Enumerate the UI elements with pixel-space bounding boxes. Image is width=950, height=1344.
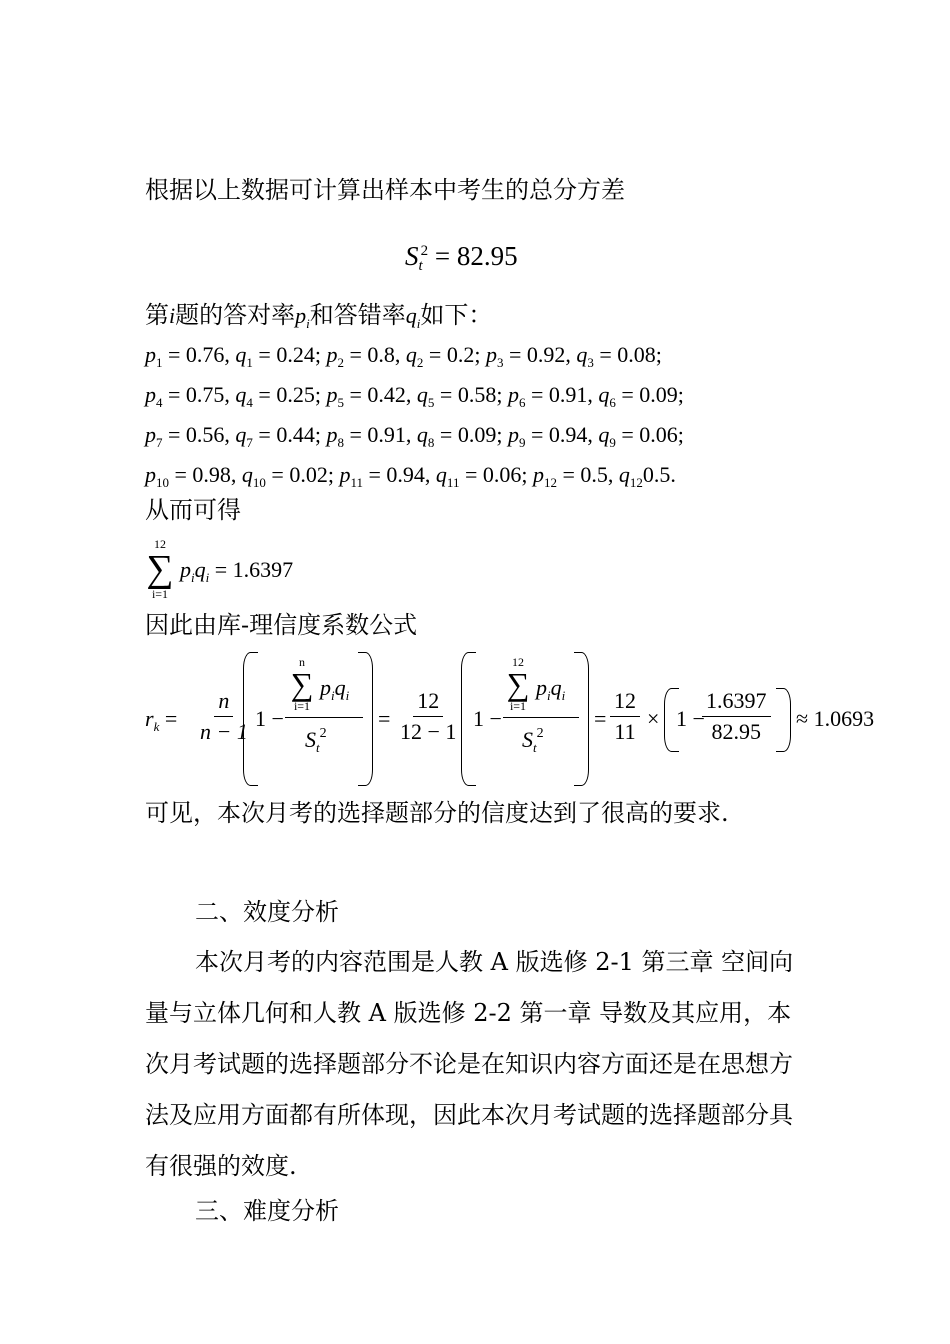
rate-index: 5 — [337, 395, 344, 410]
st-sub: t — [533, 740, 537, 755]
rate-index: 7 — [246, 435, 253, 450]
p-value: 0.94 — [548, 422, 588, 447]
st-sup: 2 — [536, 726, 544, 741]
rate-intro-text: 如下： — [420, 301, 493, 329]
rate-index: 9 — [609, 435, 616, 450]
sum-expr-p: p — [180, 557, 191, 582]
st-s: S — [522, 727, 533, 752]
right-paren — [358, 652, 373, 786]
frac-den: 12 − 1 — [400, 719, 457, 744]
rate-row: $p_7 = 0.56$, $q_7 = 0.44$; $p_8 = 0.91$, $q_8 = 0.09$; $p_9 = 0.94$, $q_9 = 0.06$; — [145, 422, 684, 450]
q-value: 0.5 — [642, 462, 671, 487]
equals-sign: = — [378, 706, 391, 731]
pq-q: q — [334, 675, 346, 700]
rate-intro — [145, 300, 492, 339]
times-sign: × — [647, 706, 660, 731]
sum-upper-limit: 12 — [154, 537, 166, 551]
pq-p: p — [320, 675, 331, 700]
pq-sub: i — [331, 688, 335, 703]
section3-heading: 三、难度分析 — [195, 1197, 339, 1225]
p-value: 0.5 — [580, 462, 608, 487]
frac-n-minus-1: n − 1 — [200, 719, 248, 744]
rate-index: 1 — [246, 355, 253, 370]
q-value: 0.25 — [276, 382, 315, 407]
pq-p: p — [536, 675, 547, 700]
sum-lower-limit: i=1 — [151, 587, 169, 601]
sum-value: = 1.6397 — [214, 557, 294, 582]
rate-index: 12 — [629, 475, 643, 490]
pq-term — [320, 675, 349, 704]
section2-body: 本次月考的内容范围是人教 A 版选修 2-1 第三章 空间向量与立体几何和人教 A 版选修 2-2 第一章 导数及其应用，本次月考试题的选择题部分不论是在知识内容方面还是在思想方法及应用方面都有所体现，因此本次月考试题的选择题部分具有很强的效度. — [145, 948, 794, 1180]
p-value: 0.92 — [526, 342, 566, 367]
pq-sub: i — [345, 688, 350, 703]
st-sup: 2 — [319, 726, 327, 741]
frac-den: 82.95 — [711, 719, 761, 744]
sum-expression — [180, 555, 293, 593]
sum-upper-limit: n — [299, 655, 305, 669]
variance-value: = 82.95 — [434, 241, 518, 271]
rate-intro-text: 题的答对率 — [175, 301, 296, 329]
p-value: 0.98 — [192, 462, 231, 487]
kr-intro: 因此由库-理信度系数公式 — [145, 611, 418, 639]
right-paren — [776, 688, 791, 752]
q-value: 0.06 — [639, 422, 678, 447]
one-minus: 1 − — [255, 706, 284, 731]
st-squared — [305, 726, 327, 756]
rate-index: 5 — [427, 395, 435, 410]
rate-intro-text: 第 — [145, 301, 169, 329]
frac-num: 12 — [413, 688, 443, 717]
q-value: 0.08 — [617, 342, 656, 367]
rate-index: 7 — [156, 435, 163, 450]
sum-expr-q: q — [194, 557, 206, 582]
fraction-bar — [285, 717, 363, 718]
rate-intro-text: 和答错率 — [309, 301, 406, 329]
frac-n: n — [218, 688, 230, 713]
p-value: 0.75 — [185, 382, 225, 407]
rate-index: 10 — [156, 475, 169, 490]
rate-index: 9 — [518, 435, 526, 450]
st-sub: t — [316, 740, 320, 755]
rate-index: 12 — [544, 475, 557, 490]
q-value: 0.58 — [457, 382, 497, 407]
rate-index: 8 — [337, 435, 344, 450]
value-fraction — [702, 688, 771, 745]
one-minus: 1 − — [473, 706, 502, 731]
frac-num: 12 — [610, 688, 640, 717]
sum-lower-limit: i=1 — [509, 699, 527, 713]
q-value: 0.02 — [289, 462, 328, 487]
rate-row: $p_1 = 0.76$, $q_1 = 0.24$; $p_2 = 0.8$, $q_2 = 0.2$; $p_3 = 0.92$, $q_3 = 0.08$; — [145, 342, 662, 370]
q-value: 0.2 — [446, 342, 475, 367]
p-value: 0.42 — [367, 382, 406, 407]
rate-index: 6 — [518, 395, 526, 410]
rate-index: 10 — [252, 475, 266, 490]
rate-intro-var: q — [405, 303, 417, 328]
thus-text: 从而可得 — [145, 496, 241, 524]
sum-symbol: n ∑ i=1 — [287, 655, 317, 713]
frac-num: 1.6397 — [702, 688, 771, 717]
q-value: 0.44 — [276, 422, 315, 447]
rk-symbol — [145, 706, 177, 735]
q-value: 0.06 — [482, 462, 522, 487]
q-value: 0.24 — [276, 342, 315, 367]
section2-heading: 二、效度分析 — [195, 898, 339, 926]
rk-r: r — [145, 706, 154, 731]
p-value: 0.91 — [548, 382, 588, 407]
rate-index: 3 — [496, 355, 504, 370]
equals-sign: = — [594, 706, 607, 731]
rate-index: 11 — [350, 475, 363, 490]
rate-intro-sub: i — [416, 316, 421, 331]
rk-sub: k — [153, 719, 160, 734]
sum-lower-limit: i=1 — [293, 699, 311, 713]
rate-index: 2 — [337, 355, 344, 370]
p-value: 0.94 — [386, 462, 425, 487]
variance-symbol: S — [405, 241, 419, 271]
sum-expr-sub: i — [205, 570, 210, 585]
sum-upper-limit: 12 — [512, 655, 524, 669]
frac-den: 11 — [614, 719, 636, 744]
rate-intro-var: i — [169, 303, 176, 328]
st-squared — [522, 726, 544, 756]
variance-subscript: t — [418, 258, 423, 274]
sum-symbol: 12 ∑ i=1 — [503, 655, 533, 713]
variance-formula — [405, 236, 518, 281]
rate-index: 3 — [587, 355, 594, 370]
approx-result: ≈ 1.0693 — [796, 706, 875, 731]
right-paren — [574, 652, 589, 786]
pq-term — [536, 675, 565, 704]
q-value: 0.09 — [457, 422, 497, 447]
twelve-over-eleven — [610, 688, 640, 745]
pq-q: q — [550, 675, 562, 700]
conclusion-text: 可见，本次月考的选择题部分的信度达到了很高的要求. — [145, 799, 729, 827]
rate-index: 4 — [246, 395, 253, 410]
p-value: 0.8 — [367, 342, 395, 367]
equals-sign: = — [164, 706, 178, 731]
p-value: 0.91 — [367, 422, 406, 447]
rate-index: 1 — [156, 355, 163, 370]
rate-index: 11 — [446, 475, 460, 490]
rate-intro-sub: i — [306, 316, 310, 331]
sum-symbol: 12 ∑ i=1 — [146, 537, 174, 601]
variance-superscript: 2 — [420, 243, 429, 259]
one-minus: 1 − — [676, 706, 705, 731]
sum-expr-sub: i — [191, 570, 195, 585]
rate-index: 8 — [427, 435, 435, 450]
rate-row: $p_4 = 0.75$, $q_4 = 0.25$; $p_5 = 0.42$, $q_5 = 0.58$; $p_6 = 0.91$, $q_6 = 0.09$; — [145, 382, 684, 410]
rate-index: 4 — [156, 395, 163, 410]
rate-index: 6 — [609, 395, 616, 410]
intro-text: 根据以上数据可计算出样本中考生的总分方差 — [145, 176, 625, 204]
twelve-over-eleven — [396, 688, 460, 745]
q-value: 0.09 — [639, 382, 678, 407]
fraction-bar — [503, 717, 579, 718]
rate-index: 2 — [416, 355, 424, 370]
p-value: 0.76 — [185, 342, 225, 367]
p-value: 0.56 — [185, 422, 225, 447]
rate-intro-var: p — [295, 303, 307, 328]
rate-row: $p_{10} = 0.98$, $q_{10} = 0.02$; $p_{11} = 0.94$, $q_{11} = 0.06$; $p_{12} = 0.5$, $q_{12}0.5$. — [145, 462, 676, 490]
st-s: S — [305, 727, 316, 752]
pq-sub: i — [547, 688, 551, 703]
pq-sub: i — [561, 688, 566, 703]
